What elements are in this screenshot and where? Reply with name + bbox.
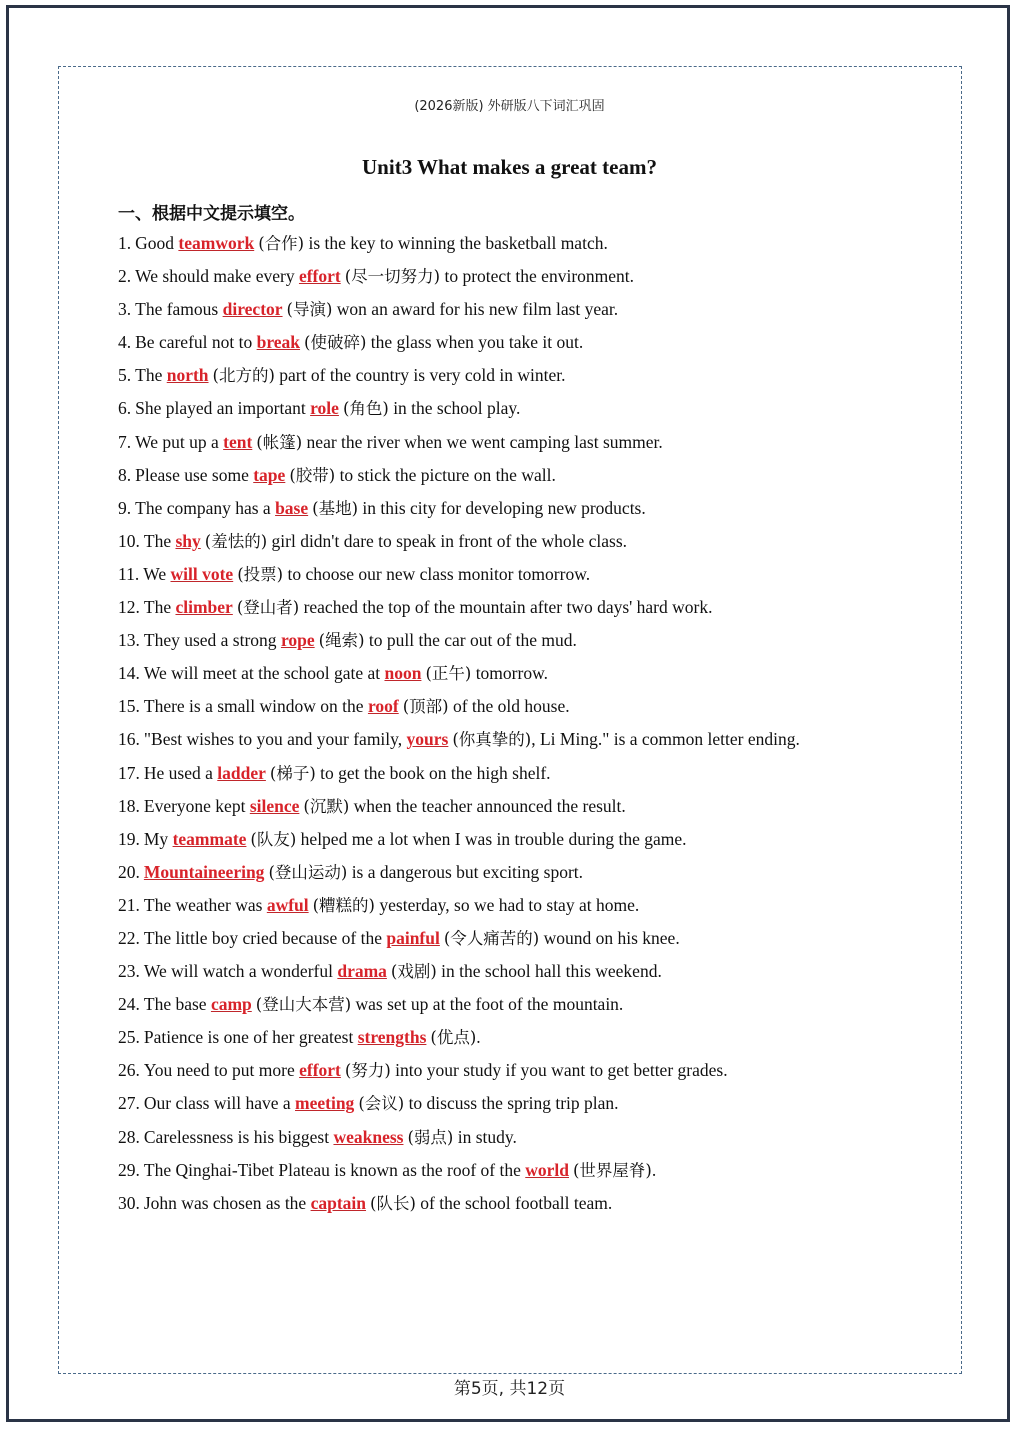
item-text-before: There is a small window on the: [143, 696, 368, 717]
chinese-hint: (使破碎): [304, 333, 367, 353]
item-text-after: is the key to winning the basketball match.: [304, 233, 608, 253]
item-number: 7.: [118, 431, 132, 452]
chinese-hint: (优点): [430, 1028, 477, 1048]
chinese-hint: (导演): [286, 300, 333, 320]
answer-word: rope: [280, 630, 315, 651]
exercise-item: [118, 1021, 900, 1054]
item-text-before: The weather was: [143, 894, 267, 915]
chinese-hint: (梯子): [269, 763, 316, 783]
item-text-before: We: [143, 563, 171, 584]
answer-word: effort: [299, 1060, 341, 1081]
exercise-item: [118, 359, 900, 392]
item-text-after: yesterday, so we had to stay at home.: [375, 894, 640, 915]
chinese-hint: (尽一切努力): [344, 267, 441, 287]
item-text-after: to get the book on the high shelf.: [315, 762, 551, 783]
item-text-after: won an award for his new film last year.: [332, 299, 619, 320]
answer-word: drama: [337, 961, 387, 982]
exercise-item: [118, 558, 900, 591]
item-number: 10.: [118, 530, 140, 551]
item-text-after: .: [476, 1027, 481, 1048]
exercise-item: [118, 988, 900, 1021]
item-text-after: part of the country is very cold in winter.: [274, 365, 566, 386]
chinese-hint: (令人痛苦的): [443, 928, 540, 948]
exercise-item: [118, 525, 900, 558]
item-text-after: the glass when you take it out.: [366, 332, 584, 353]
exercise-item: [118, 227, 900, 260]
item-text-after: in this city for developing new products.: [358, 497, 646, 518]
item-text-before: The little boy cried because of the: [143, 927, 387, 948]
chinese-hint: (帐篷): [256, 432, 303, 452]
chinese-hint: (羞怯的): [204, 531, 268, 551]
exercise-item: [118, 260, 900, 293]
answer-word: noon: [384, 663, 422, 684]
exercise-item: [118, 922, 900, 955]
exercise-item: [118, 690, 900, 723]
item-number: 20.: [118, 861, 140, 882]
item-text-after: in the school hall this weekend.: [436, 961, 662, 982]
chinese-hint: (沉默): [303, 796, 350, 816]
item-text-before: Patience is one of her greatest: [143, 1027, 358, 1048]
item-number: 14.: [118, 663, 140, 684]
exercise-list: [118, 227, 900, 1220]
answer-word: yours: [406, 729, 449, 750]
exercise-item: [118, 392, 900, 425]
answer-word: weakness: [333, 1126, 404, 1147]
chinese-hint: (世界屋脊): [573, 1160, 652, 1180]
item-text-before: Be careful not to: [135, 332, 257, 353]
item-text-after: reached the top of the mountain after two days' hard work.: [299, 597, 713, 618]
exercise-item: [118, 492, 900, 525]
item-number: 3.: [118, 299, 132, 320]
item-text-before: Our class will have a: [143, 1093, 296, 1114]
item-text-after: into your study if you want to get better grades.: [390, 1060, 728, 1081]
chinese-hint: (绳索): [318, 631, 365, 651]
item-text-before: The base: [143, 994, 211, 1015]
chinese-hint: (弱点): [407, 1127, 454, 1147]
chinese-hint: (队友): [250, 829, 297, 849]
page-header: (2026新版) 外研版八下词汇巩固: [414, 99, 605, 114]
item-number: 28.: [118, 1126, 140, 1147]
exercise-item: [118, 657, 900, 690]
answer-word: shy: [175, 530, 201, 551]
item-text-before: The: [143, 597, 176, 618]
answer-word: climber: [175, 597, 233, 618]
exercise-item: [118, 823, 900, 856]
chinese-hint: (北方的): [212, 366, 275, 386]
item-text-after: to pull the car out of the mud.: [364, 630, 577, 651]
chinese-hint: (登山运动): [268, 862, 348, 882]
item-number: 23.: [118, 961, 140, 982]
item-number: 29.: [118, 1159, 140, 1180]
item-text-before: We should make every: [135, 266, 299, 287]
exercise-item: [118, 591, 900, 624]
item-number: 11.: [118, 563, 140, 584]
answer-word: world: [525, 1159, 569, 1180]
exercise-item: [118, 293, 900, 326]
exercise-item: [118, 757, 900, 790]
chinese-hint: (顶部): [402, 697, 449, 717]
exercise-item: [118, 1121, 900, 1154]
item-number: 1.: [118, 233, 132, 253]
answer-word: captain: [310, 1192, 367, 1213]
answer-word: awful: [266, 894, 309, 915]
item-number: 25.: [118, 1027, 140, 1048]
item-text-before: The Qinghai-Tibet Plateau is known as the roof of the: [143, 1159, 526, 1180]
answer-word: director: [222, 299, 283, 320]
exercise-item: [118, 723, 900, 756]
answer-word: strengths: [357, 1027, 427, 1048]
item-number: 18.: [118, 795, 140, 816]
item-number: 27.: [118, 1093, 140, 1114]
chinese-hint: (糟糕的): [312, 895, 375, 915]
exercise-item: [118, 1154, 900, 1187]
answer-word: ladder: [217, 762, 266, 783]
item-number: 12.: [118, 597, 140, 618]
item-text-before: He used a: [143, 762, 218, 783]
exercise-item: [118, 459, 900, 492]
item-text-after: to choose our new class monitor tomorrow.: [283, 563, 591, 584]
item-text-before: Carelessness is his biggest: [143, 1126, 334, 1147]
answer-word: meeting: [295, 1093, 355, 1114]
chinese-hint: (投票): [237, 564, 284, 584]
item-text-before: You need to put more: [143, 1060, 300, 1081]
answer-word: tent: [223, 431, 253, 452]
item-text-after: to protect the environment.: [440, 266, 635, 287]
exercise-item: [118, 624, 900, 657]
chinese-hint: (努力): [344, 1061, 391, 1081]
item-text-before: The famous: [135, 299, 223, 320]
exercise-item: [118, 790, 900, 823]
item-text-after: near the river when we went camping last summer.: [302, 431, 663, 452]
item-text-after: to discuss the spring trip plan.: [404, 1093, 619, 1114]
chinese-hint: (你真挚的): [452, 730, 532, 750]
chinese-hint: (队长): [370, 1193, 416, 1213]
exercise-item: [118, 889, 900, 922]
exercise-item: [118, 955, 900, 988]
item-number: 6.: [118, 398, 132, 419]
item-number: 9.: [118, 497, 132, 518]
answer-word: teamwork: [178, 233, 255, 253]
item-text-before: "Best wishes to you and your family,: [143, 729, 407, 750]
answer-word: north: [166, 365, 209, 386]
answer-word: break: [256, 332, 301, 353]
answer-word: painful: [386, 927, 440, 948]
exercise-item: [118, 326, 900, 359]
answer-word: Mountaineering: [143, 861, 265, 882]
item-text-after: in the school play.: [388, 398, 521, 419]
item-text-before: The company has a: [135, 497, 276, 518]
chinese-hint: (角色): [342, 399, 389, 419]
item-text-after: to stick the picture on the wall.: [335, 464, 556, 485]
page-number: 第5页, 共12页: [453, 1379, 566, 1399]
item-text-after: helped me a lot when I was in trouble during the game.: [296, 828, 687, 849]
exercise-item: [118, 1187, 900, 1220]
chinese-hint: (合作): [258, 234, 305, 253]
item-text-after: of the school football team.: [415, 1192, 613, 1213]
item-text-before: They used a strong: [143, 630, 281, 651]
item-text-after: was set up at the foot of the mountain.: [351, 994, 624, 1015]
item-text-before: Please use some: [135, 464, 254, 485]
item-number: 21.: [118, 894, 140, 915]
chinese-hint: (登山大本营): [255, 995, 352, 1015]
exercise-item: [118, 856, 900, 889]
item-text-after: .: [651, 1159, 657, 1180]
item-number: 16.: [118, 729, 140, 750]
chinese-hint: (基地): [312, 498, 359, 518]
exercise-item: [118, 1054, 900, 1087]
chinese-hint: (正午): [425, 664, 472, 684]
answer-word: teammate: [172, 828, 247, 849]
answer-word: base: [275, 497, 309, 518]
item-text-after: in study.: [453, 1126, 517, 1147]
item-text-before: We put up a: [135, 431, 224, 452]
chinese-hint: (会议): [358, 1094, 405, 1114]
item-number: 4.: [118, 332, 132, 353]
answer-word: effort: [298, 266, 341, 287]
answer-word: tape: [253, 464, 286, 485]
item-text-before: The: [143, 530, 176, 551]
answer-word: camp: [210, 994, 252, 1015]
exercise-item: [118, 1087, 900, 1120]
item-number: 22.: [118, 927, 140, 948]
item-text-before: The: [135, 365, 167, 386]
item-text-before: We will watch a wonderful: [143, 961, 338, 982]
item-text-after: girl didn't dare to speak in front of the whole class.: [267, 530, 628, 551]
item-text-before: John was chosen as the: [143, 1192, 311, 1213]
answer-word: roof: [367, 696, 399, 717]
item-text-before: Good: [135, 233, 179, 253]
item-text-after: , Li Ming." is a common letter ending.: [531, 729, 800, 750]
item-number: 26.: [118, 1060, 140, 1081]
item-number: 15.: [118, 696, 140, 717]
item-text-after: tomorrow.: [471, 663, 548, 684]
item-text-after: wound on his knee.: [539, 927, 680, 948]
item-number: 13.: [118, 630, 140, 651]
answer-word: will vote: [170, 563, 234, 584]
item-text-after: of the old house.: [448, 696, 570, 717]
item-text-after: when the teacher announced the result.: [349, 795, 626, 816]
item-number: 17.: [118, 762, 140, 783]
item-number: 24.: [118, 994, 140, 1015]
chinese-hint: (胶带): [289, 465, 336, 485]
item-text-before: Everyone kept: [143, 795, 250, 816]
section-heading: 一、根据中文提示填空。: [118, 204, 305, 224]
item-number: 8.: [118, 464, 132, 485]
answer-word: role: [310, 398, 339, 419]
exercise-item: [118, 426, 900, 459]
item-number: 2.: [118, 266, 132, 287]
item-text-before: We will meet at the school gate at: [143, 663, 385, 684]
chinese-hint: (登山者): [236, 598, 300, 618]
page-title: Unit3 What makes a great team?: [362, 155, 657, 179]
item-text-before: She played an important: [135, 398, 311, 419]
chinese-hint: (戏剧): [390, 962, 437, 982]
item-number: 5.: [118, 365, 132, 386]
item-number: 30.: [118, 1192, 140, 1213]
answer-word: silence: [249, 795, 300, 816]
item-text-after: is a dangerous but exciting sport.: [347, 861, 584, 882]
item-number: 19.: [118, 828, 140, 849]
item-text-before: My: [143, 828, 173, 849]
